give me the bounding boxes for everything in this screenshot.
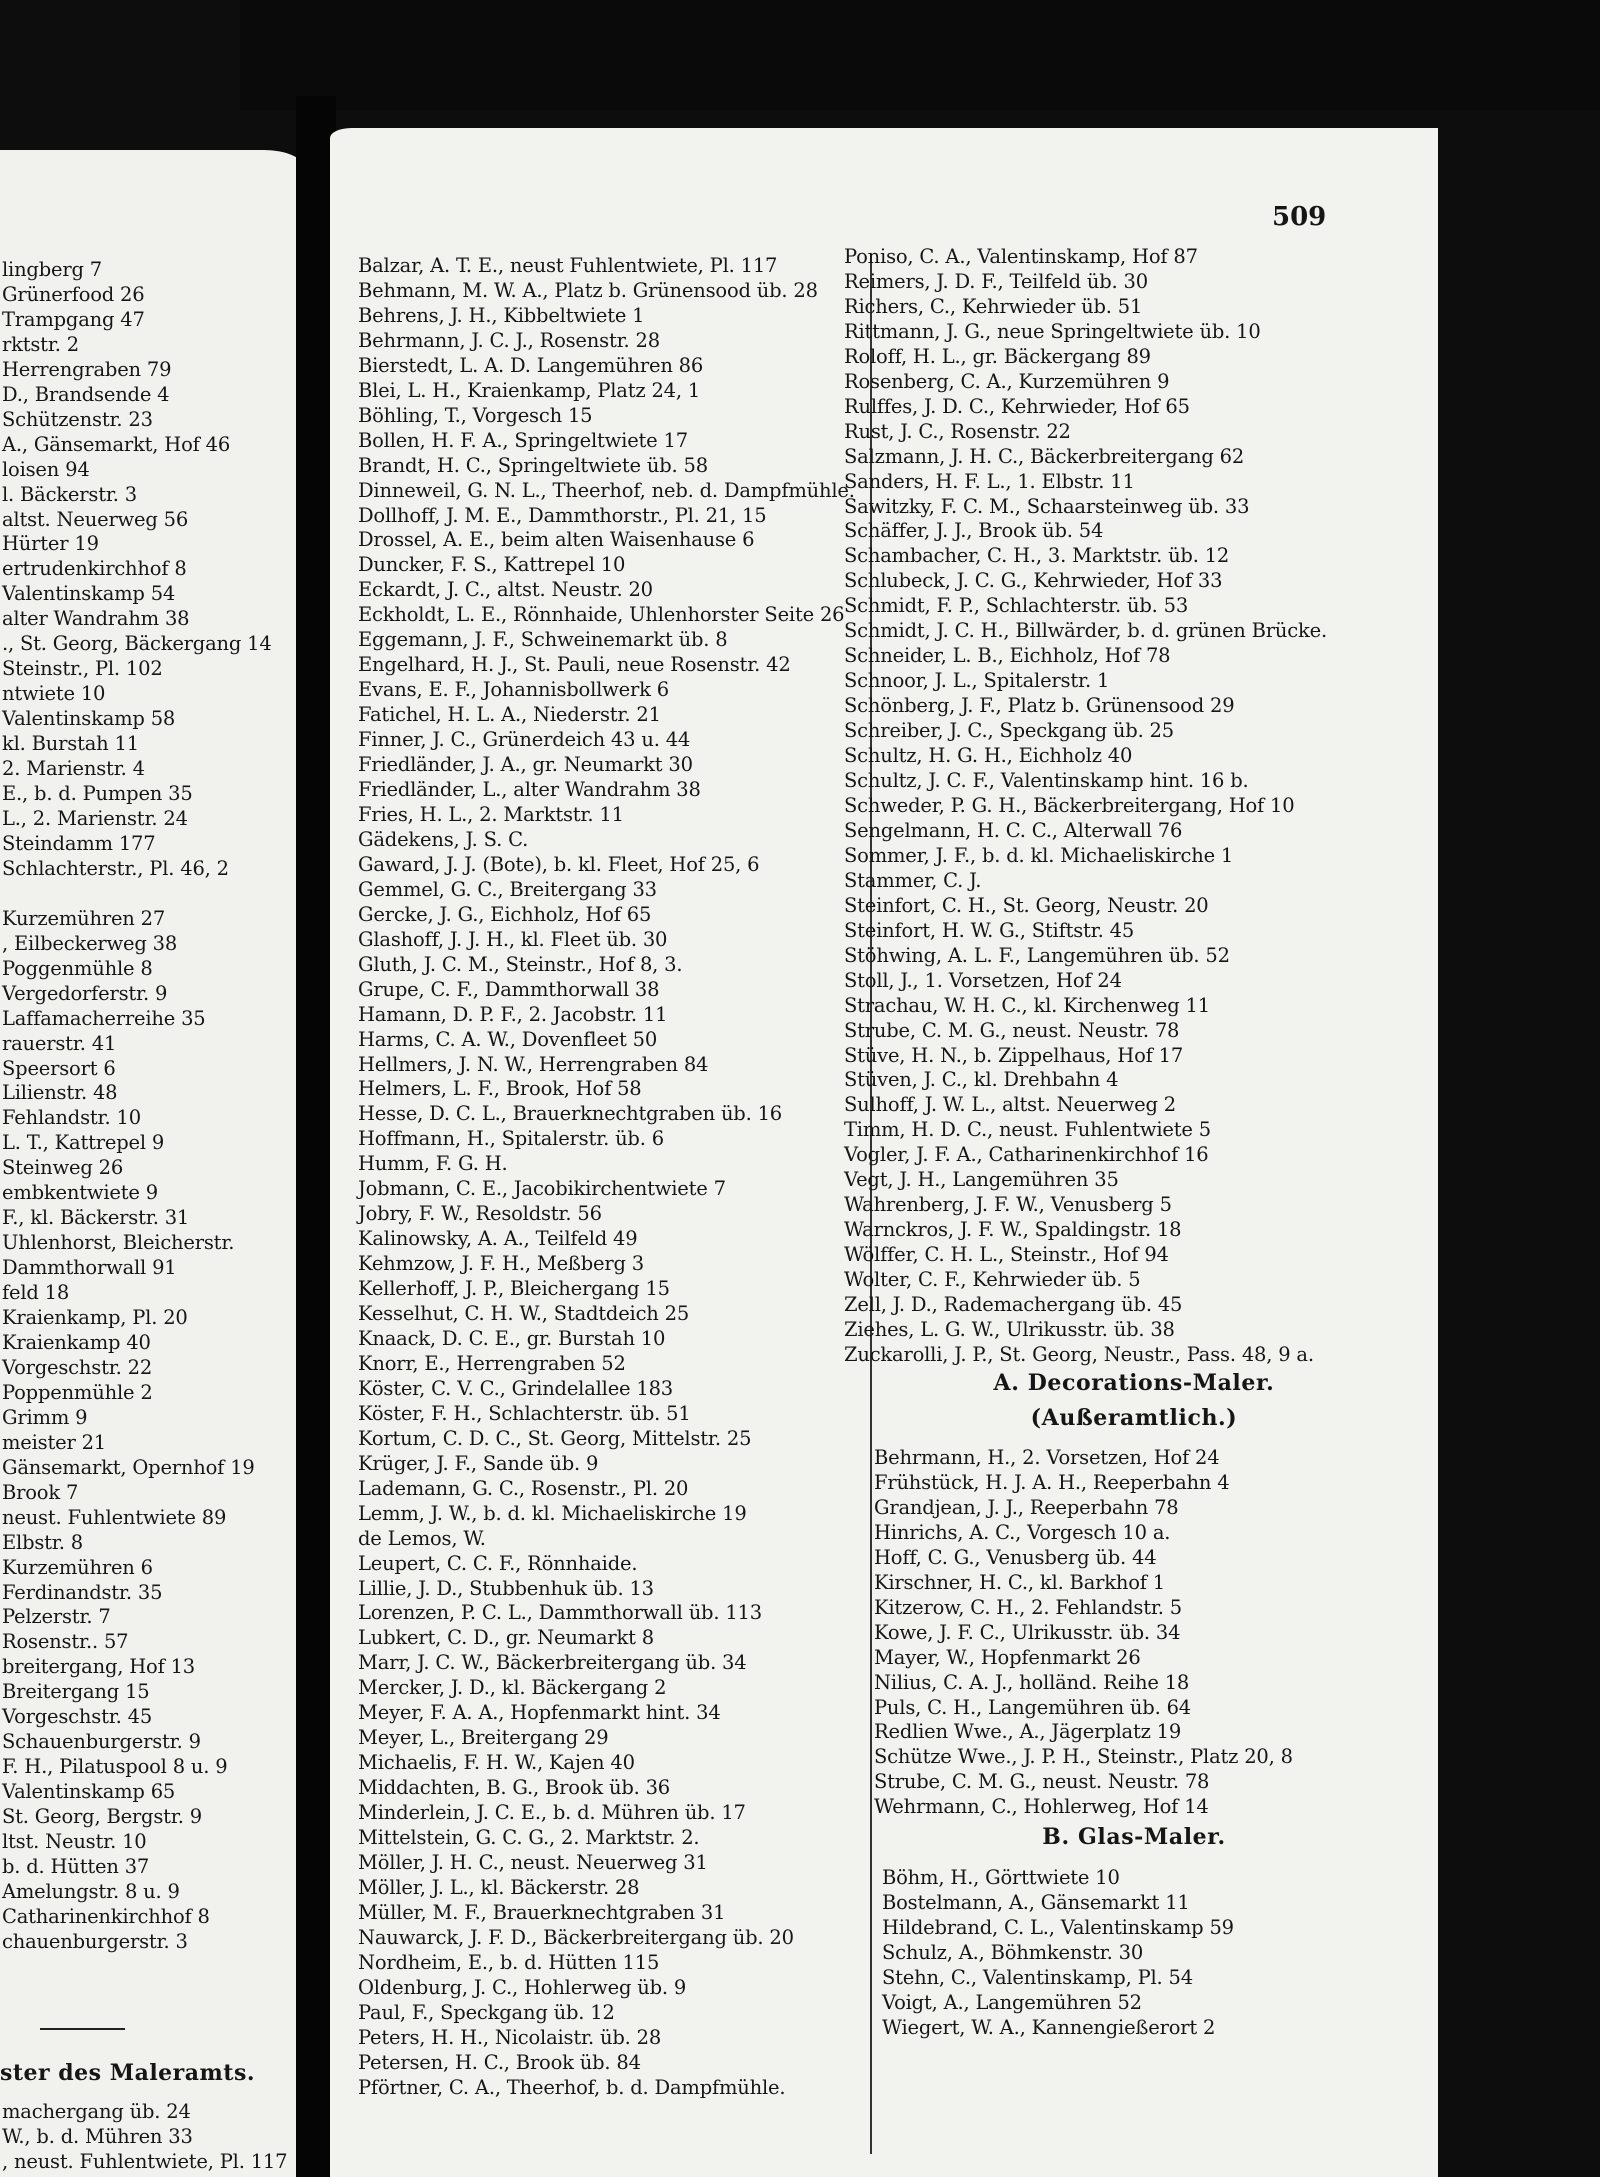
scan-background — [240, 0, 1600, 110]
directory-entry: Finner, J. C., Grünerdeich 43 u. 44 — [358, 728, 691, 752]
directory-entry: kl. Burstah 11 — [2, 732, 139, 756]
directory-entry: Jobry, F. W., Resoldstr. 56 — [358, 1202, 602, 1226]
directory-entry: Schweder, P. G. H., Bäckerbreitergang, Hof 10 — [844, 793, 1295, 817]
directory-entry: Köster, F. H., Schlachterstr. üb. 51 — [358, 1401, 691, 1425]
directory-entry: Sulhoff, J. W. L., altst. Neuerweg 2 — [844, 1093, 1176, 1117]
directory-entry: Mittelstein, G. C. G., 2. Marktstr. 2. — [358, 1826, 700, 1850]
directory-entry: Knorr, E., Herrengraben 52 — [358, 1351, 626, 1375]
directory-entry: Vorgeschstr. 22 — [2, 1355, 153, 1379]
directory-entry: Krüger, J. F., Sande üb. 9 — [358, 1451, 599, 1475]
directory-entry: Hildebrand, C. L., Valentinskamp 59 — [882, 1915, 1234, 1939]
directory-entry: alter Wandrahm 38 — [2, 607, 190, 631]
directory-entry: Middachten, B. G., Brook üb. 36 — [358, 1776, 671, 1800]
directory-entry: Vegt, J. H., Langemühren 35 — [844, 1168, 1119, 1192]
directory-entry: Herrengraben 79 — [2, 357, 172, 381]
directory-entry: F., kl. Bäckerstr. 31 — [2, 1206, 190, 1230]
directory-entry: Humm, F. G. H. — [358, 1152, 508, 1176]
directory-entry — [2, 882, 272, 907]
directory-entry: Steinweg 26 — [2, 1156, 124, 1180]
directory-entry: Gädekens, J. S. C. — [358, 827, 529, 851]
left-page-column-continued — [2, 2100, 287, 2175]
directory-entry: Sommer, J. F., b. d. kl. Michaeliskirche 1 — [844, 843, 1234, 867]
directory-entry: Wahrenberg, J. F. W., Venusberg 5 — [844, 1193, 1172, 1217]
directory-entry: altst. Neuerweg 56 — [2, 507, 189, 531]
directory-entry: Grupe, C. F., Dammthorwall 38 — [358, 977, 660, 1001]
directory-entry: Kitzerow, C. H., 2. Fehlandstr. 5 — [874, 1595, 1183, 1619]
directory-entry: Zell, J. D., Rademachergang üb. 45 — [844, 1293, 1183, 1317]
directory-entry: Duncker, F. S., Kattrepel 10 — [358, 553, 626, 577]
directory-entry: Steinfort, C. H., St. Georg, Neustr. 20 — [844, 893, 1209, 917]
directory-entry: Fatichel, H. L. A., Niederstr. 21 — [358, 703, 661, 727]
directory-entry: Glashoff, J. J. H., kl. Fleet üb. 30 — [358, 927, 668, 951]
directory-entry: Evans, E. F., Johannisbollwerk 6 — [358, 678, 669, 702]
directory-entry: Harms, C. A. W., Dovenfleet 50 — [358, 1027, 658, 1051]
directory-entry: Paul, F., Speckgang üb. 12 — [358, 2000, 615, 2024]
directory-entry: Stoll, J., 1. Vorsetzen, Hof 24 — [844, 968, 1122, 992]
directory-entry: Gaward, J. J. (Bote), b. kl. Fleet, Hof 25, 6 — [358, 852, 760, 876]
directory-entry: Bierstedt, L. A. D. Langemühren 86 — [358, 353, 704, 377]
directory-entry: Gercke, J. G., Eichholz, Hof 65 — [358, 902, 652, 926]
directory-entry: Kirschner, H. C., kl. Barkhof 1 — [874, 1570, 1165, 1594]
directory-entry: Kortum, C. D. C., St. Georg, Mittelstr. 25 — [358, 1426, 752, 1450]
directory-entry: de Lemos, W. — [358, 1526, 486, 1550]
directory-entry: Leupert, C. C. F., Rönnhaide. — [358, 1551, 638, 1575]
directory-entry: Lillie, J. D., Stubbenhuk üb. 13 — [358, 1576, 654, 1600]
directory-entry: Voigt, A., Langemühren 52 — [882, 1990, 1142, 2014]
section-b-list — [882, 1866, 1234, 2041]
section-divider-rule — [40, 2028, 125, 2030]
directory-entry: Schlubeck, J. C. G., Kehrwieder, Hof 33 — [844, 569, 1223, 593]
directory-entry: Kellerhoff, J. P., Bleichergang 15 — [358, 1277, 670, 1301]
directory-entry: Balzar, A. T. E., neust Fuhlentwiete, Pl. 117 — [358, 254, 778, 277]
directory-entry: Böhling, T., Vorgesch 15 — [358, 403, 593, 427]
directory-entry: Elbstr. 8 — [2, 1530, 83, 1554]
directory-entry: Stüven, J. C., kl. Drehbahn 4 — [844, 1068, 1119, 1092]
directory-entry: Sawitzky, F. C. M., Schaarsteinweg üb. 33 — [844, 494, 1250, 518]
directory-entry: Ferdinandstr. 35 — [2, 1580, 163, 1604]
directory-entry: Trampgang 47 — [2, 307, 145, 331]
directory-entry: Kesselhut, C. H. W., Stadtdeich 25 — [358, 1302, 690, 1326]
directory-entry: Warnckros, J. F. W., Spaldingstr. 18 — [844, 1218, 1182, 1242]
directory-entry: rauerstr. 41 — [2, 1031, 117, 1055]
directory-entry: ltst. Neustr. 10 — [2, 1830, 147, 1854]
directory-entry: A., Gänsemarkt, Hof 46 — [2, 432, 231, 456]
section-a-list — [874, 1446, 1293, 1820]
directory-entry: Fries, H. L., 2. Marktstr. 11 — [358, 802, 624, 826]
directory-entry: lingberg 7 — [2, 258, 102, 281]
directory-entry: Mayer, W., Hopfenmarkt 26 — [874, 1645, 1141, 1669]
directory-entry: Hoff, C. G., Venusberg üb. 44 — [874, 1545, 1157, 1569]
directory-entry: Kraienkamp 40 — [2, 1330, 151, 1354]
directory-entry: Redlien Wwe., A., Jägerplatz 19 — [874, 1720, 1182, 1744]
directory-entry: Schönberg, J. F., Platz b. Grünensood 29 — [844, 694, 1235, 718]
directory-entry: Gemmel, G. C., Breitergang 33 — [358, 877, 657, 901]
directory-entry: Lemm, J. W., b. d. kl. Michaeliskirche 19 — [358, 1501, 747, 1525]
directory-entry: Uhlenhorst, Bleicherstr. — [2, 1231, 235, 1255]
directory-entry: Schauenburgerstr. 9 — [2, 1730, 201, 1754]
directory-entry: Valentinskamp 54 — [2, 582, 176, 606]
directory-entry: Schneider, L. B., Eichholz, Hof 78 — [844, 644, 1171, 668]
directory-entry: Rosenstr.. 57 — [2, 1630, 129, 1654]
left-page-column — [2, 258, 272, 1955]
directory-entry: St. Georg, Bergstr. 9 — [2, 1805, 202, 1829]
directory-entry: , neust. Fuhlentwiete, Pl. 117 — [2, 2149, 288, 2173]
directory-entry: Vogler, J. F. A., Catharinenkirchhof 16 — [844, 1143, 1209, 1167]
directory-entry: Minderlein, J. C. E., b. d. Mühren üb. 17 — [358, 1801, 746, 1825]
directory-entry: , Eilbeckerweg 38 — [2, 931, 178, 955]
directory-entry: Wolter, C. F., Kehrwieder üb. 5 — [844, 1268, 1141, 1292]
directory-entry: Lorenzen, P. C. L., Dammthorwall üb. 113 — [358, 1601, 762, 1625]
directory-entry: Behrmann, H., 2. Vorsetzen, Hof 24 — [874, 1446, 1220, 1469]
directory-entry: W., b. d. Mühren 33 — [2, 2124, 193, 2148]
directory-entry: Gluth, J. C. M., Steinstr., Hof 8, 3. — [358, 952, 683, 976]
directory-entry: Roloff, H. L., gr. Bäckergang 89 — [844, 344, 1151, 368]
directory-entry: meister 21 — [2, 1430, 106, 1454]
directory-entry: Eggemann, J. F., Schweinemarkt üb. 8 — [358, 628, 728, 652]
directory-entry: breitergang, Hof 13 — [2, 1655, 195, 1679]
directory-entry: Hesse, D. C. L., Brauerknechtgraben üb. 16 — [358, 1102, 782, 1126]
section-b-title: B. Glas-Maler. — [1042, 1824, 1226, 1850]
directory-entry: Drossel, A. E., beim alten Waisenhause 6 — [358, 528, 755, 552]
directory-entry: Timm, H. D. C., neust. Fuhlentwiete 5 — [844, 1118, 1211, 1142]
directory-entry: Helmers, L. F., Brook, Hof 58 — [358, 1077, 642, 1101]
directory-entry: Kurzemühren 6 — [2, 1555, 153, 1579]
directory-entry: Friedländer, J. A., gr. Neumarkt 30 — [358, 753, 693, 777]
directory-entry: Poniso, C. A., Valentinskamp, Hof 87 — [844, 245, 1198, 268]
directory-entry: Sanders, H. F. L., 1. Elbstr. 11 — [844, 469, 1135, 493]
directory-entry: Friedländer, L., alter Wandrahm 38 — [358, 778, 701, 802]
directory-entry: Sengelmann, H. C. C., Alterwall 76 — [844, 818, 1183, 842]
directory-entry: 2. Marienstr. 4 — [2, 757, 145, 781]
directory-entry: l. Bäckerstr. 3 — [2, 482, 138, 506]
directory-entry: Schultz, J. C. F., Valentinskamp hint. 16 b. — [844, 769, 1249, 793]
directory-entry: L. T., Kattrepel 9 — [2, 1131, 165, 1155]
directory-entry: Kraienkamp, Pl. 20 — [2, 1306, 188, 1330]
directory-entry: Müller, M. F., Brauerknechtgraben 31 — [358, 1900, 726, 1924]
directory-entry: b. d. Hütten 37 — [2, 1855, 150, 1878]
directory-entry: Eckholdt, L. E., Rönnhaide, Uhlenhorster Seite 26 — [358, 603, 845, 627]
right-page — [330, 128, 1438, 2177]
directory-entry: Richers, C., Kehrwieder üb. 51 — [844, 294, 1143, 318]
directory-entry: Pelzerstr. 7 — [2, 1605, 111, 1629]
directory-entry: Rulffes, J. D. C., Kehrwieder, Hof 65 — [844, 394, 1190, 418]
directory-entry: ertrudenkirchhof 8 — [2, 557, 187, 581]
directory-entry: Jobmann, C. E., Jacobikirchentwiete 7 — [358, 1177, 726, 1201]
directory-entry: Schlachterstr., Pl. 46, 2 — [2, 856, 229, 880]
directory-entry: Schäffer, J. J., Brook üb. 54 — [844, 519, 1104, 543]
directory-entry: Meyer, F. A. A., Hopfenmarkt hint. 34 — [358, 1701, 721, 1725]
directory-entry: Schulz, A., Böhmkenstr. 30 — [882, 1940, 1144, 1964]
directory-entry: Eckardt, J. C., altst. Neustr. 20 — [358, 578, 653, 602]
directory-entry: Poppenmühle 2 — [2, 1380, 153, 1404]
directory-entry: Lubkert, C. D., gr. Neumarkt 8 — [358, 1626, 654, 1650]
directory-entry: L., 2. Marienstr. 24 — [2, 806, 188, 830]
directory-entry: Kehmzow, J. F. H., Meßberg 3 — [358, 1252, 644, 1276]
directory-entry: Behrmann, J. C. J., Rosenstr. 28 — [358, 328, 660, 352]
directory-entry: Köster, C. V. C., Grindelallee 183 — [358, 1376, 674, 1400]
directory-entry: Puls, C. H., Langemühren üb. 64 — [874, 1695, 1191, 1719]
directory-entry: Grandjean, J. J., Reeperbahn 78 — [874, 1495, 1179, 1519]
directory-entry: Stammer, C. J. — [844, 868, 982, 892]
directory-entry: Pförtner, C. A., Theerhof, b. d. Dampfmühle. — [358, 2075, 786, 2099]
entry-column-left — [358, 254, 855, 2101]
directory-entry: Lilienstr. 48 — [2, 1081, 118, 1105]
directory-entry: Hamann, D. P. F., 2. Jacobstr. 11 — [358, 1002, 668, 1026]
directory-entry: Strube, C. M. G., neust. Neustr. 78 — [874, 1770, 1210, 1794]
section-a-subtitle: (Außeramtlich.) — [1030, 1405, 1238, 1431]
directory-entry: Stüve, H. N., b. Zippelhaus, Hof 17 — [844, 1043, 1184, 1067]
directory-entry: Meyer, L., Breitergang 29 — [358, 1726, 609, 1750]
directory-entry: Grimm 9 — [2, 1405, 88, 1429]
directory-entry: Knaack, D. C. E., gr. Burstah 10 — [358, 1326, 666, 1350]
directory-entry: neust. Fuhlentwiete 89 — [2, 1505, 227, 1529]
directory-entry: Poggenmühle 8 — [2, 956, 153, 980]
directory-entry: Hellmers, J. N. W., Herrengraben 84 — [358, 1052, 709, 1076]
directory-entry: Behrens, J. H., Kibbeltwiete 1 — [358, 303, 645, 327]
left-page-heading: ster des Maleramts. — [0, 2060, 256, 2086]
section-a-title: A. Decorations-Maler. — [993, 1370, 1275, 1396]
directory-entry: Steinfort, H. W. G., Stiftstr. 45 — [844, 918, 1135, 942]
directory-entry: Schmidt, J. C. H., Billwärder, b. d. grünen Brücke. — [844, 619, 1327, 643]
directory-entry: Böhm, H., Görttwiete 10 — [882, 1866, 1120, 1889]
directory-entry: Strube, C. M. G., neust. Neustr. 78 — [844, 1018, 1180, 1042]
directory-entry: Ziehes, L. G. W., Ulrikusstr. üb. 38 — [844, 1317, 1175, 1341]
directory-entry: Wehrmann, C., Hohlerweg, Hof 14 — [874, 1795, 1209, 1819]
directory-entry: Schützenstr. 23 — [2, 407, 153, 431]
directory-entry: Schultz, H. G. H., Eichholz 40 — [844, 744, 1133, 768]
directory-entry: Zuckarolli, J. P., St. Georg, Neustr., Pass. 48, 9 a. — [844, 1342, 1314, 1366]
directory-entry: Möller, J. H. C., neust. Neuerweg 31 — [358, 1851, 708, 1874]
directory-entry: Kurzemühren 27 — [2, 906, 166, 930]
directory-entry: Rosenberg, C. A., Kurzemühren 9 — [844, 369, 1170, 393]
directory-entry: D., Brandsende 4 — [2, 382, 170, 406]
directory-entry: Stehn, C., Valentinskamp, Pl. 54 — [882, 1965, 1193, 1989]
directory-entry: Schütze Wwe., J. P. H., Steinstr., Platz 20, 8 — [874, 1745, 1293, 1769]
directory-entry: Vergedorferstr. 9 — [2, 981, 168, 1005]
directory-entry: Vorgeschstr. 45 — [2, 1705, 153, 1729]
directory-entry: Kalinowsky, A. A., Teilfeld 49 — [358, 1227, 638, 1251]
directory-entry: Petersen, H. C., Brook üb. 84 — [358, 2050, 641, 2074]
directory-entry: Gänsemarkt, Opernhof 19 — [2, 1455, 255, 1479]
directory-entry: Oldenburg, J. C., Hohlerweg üb. 9 — [358, 1975, 687, 1999]
directory-entry: ntwiete 10 — [2, 682, 106, 706]
directory-entry: Hoffmann, H., Spitalerstr. üb. 6 — [358, 1127, 664, 1151]
directory-entry: Schnoor, J. L., Spitalerstr. 1 — [844, 669, 1110, 693]
directory-entry: Behmann, M. W. A., Platz b. Grünensood üb. 28 — [358, 278, 818, 302]
directory-entry: Bostelmann, A., Gänsemarkt 11 — [882, 1890, 1190, 1914]
directory-entry: machergang üb. 24 — [2, 2100, 191, 2123]
directory-entry: Michaelis, F. H. W., Kajen 40 — [358, 1751, 635, 1775]
directory-entry: chauenburgerstr. 3 — [2, 1929, 188, 1953]
directory-entry: Steinstr., Pl. 102 — [2, 657, 163, 681]
left-page — [0, 150, 304, 2177]
directory-entry: Brook 7 — [2, 1480, 79, 1504]
directory-entry: Catharinenkirchhof 8 — [2, 1904, 210, 1928]
directory-entry: Wölffer, C. H. L., Steinstr., Hof 94 — [844, 1243, 1169, 1267]
directory-entry: Nordheim, E., b. d. Hütten 115 — [358, 1950, 660, 1974]
directory-entry: rktstr. 2 — [2, 332, 79, 356]
directory-entry: Peters, H. H., Nicolaistr. üb. 28 — [358, 2025, 662, 2049]
directory-entry: Rust, J. C., Rosenstr. 22 — [844, 419, 1071, 443]
directory-entry: Wiegert, W. A., Kannengießerort 2 — [882, 2015, 1216, 2039]
directory-entry: Valentinskamp 65 — [2, 1780, 176, 1804]
page-number: 509 — [1272, 202, 1327, 232]
directory-entry: Kowe, J. F. C., Ulrikusstr. üb. 34 — [874, 1620, 1181, 1644]
directory-entry: Schmidt, F. P., Schlachterstr. üb. 53 — [844, 594, 1189, 618]
directory-entry: E., b. d. Pumpen 35 — [2, 782, 193, 806]
directory-entry: Hürter 19 — [2, 532, 99, 556]
directory-entry: Salzmann, J. H. C., Bäckerbreitergang 62 — [844, 444, 1245, 468]
directory-entry: Speersort 6 — [2, 1056, 116, 1080]
directory-entry: ., St. Georg, Bäckergang 14 — [2, 632, 272, 656]
directory-entry: Schambacher, C. H., 3. Marktstr. üb. 12 — [844, 544, 1230, 568]
directory-entry: Reimers, J. D. F., Teilfeld üb. 30 — [844, 269, 1148, 293]
directory-entry: Marr, J. C. W., Bäckerbreitergang üb. 34 — [358, 1651, 747, 1675]
directory-entry: Steindamm 177 — [2, 831, 156, 855]
directory-entry: Stöhwing, A. L. F., Langemühren üb. 52 — [844, 943, 1230, 967]
directory-entry: feld 18 — [2, 1281, 70, 1305]
directory-entry: Lademann, G. C., Rosenstr., Pl. 20 — [358, 1476, 689, 1500]
directory-entry: Dollhoff, J. M. E., Dammthorstr., Pl. 21, 15 — [358, 503, 767, 527]
directory-entry: Engelhard, H. J., St. Pauli, neue Rosenstr. 42 — [358, 653, 791, 677]
directory-entry: Bollen, H. F. A., Springeltwiete 17 — [358, 428, 688, 452]
directory-entry: Dinneweil, G. N. L., Theerhof, neb. d. Dampfmühle. — [358, 478, 855, 502]
entry-column-right — [844, 245, 1327, 1368]
directory-entry: Mercker, J. D., kl. Bäckergang 2 — [358, 1676, 667, 1700]
directory-entry: Schreiber, J. C., Speckgang üb. 25 — [844, 719, 1174, 743]
directory-entry: Breitergang 15 — [2, 1680, 150, 1704]
directory-entry: Nilius, C. A. J., holländ. Reihe 18 — [874, 1670, 1190, 1694]
directory-entry: Valentinskamp 58 — [2, 707, 176, 731]
directory-entry: Grünerfood 26 — [2, 282, 145, 306]
directory-entry: loisen 94 — [2, 457, 90, 481]
directory-entry: Dammthorwall 91 — [2, 1256, 177, 1280]
directory-entry: Nauwarck, J. F. D., Bäckerbreitergang üb. 20 — [358, 1925, 794, 1949]
directory-entry: Blei, L. H., Kraienkamp, Platz 24, 1 — [358, 378, 701, 402]
directory-entry: Brandt, H. C., Springeltwiete üb. 58 — [358, 453, 708, 477]
directory-entry: embkentwiete 9 — [2, 1181, 158, 1205]
directory-entry: Strachau, W. H. C., kl. Kirchenweg 11 — [844, 993, 1210, 1017]
directory-entry: Hinrichs, A. C., Vorgesch 10 a. — [874, 1520, 1171, 1544]
directory-entry: Laffamacherreihe 35 — [2, 1006, 206, 1030]
directory-entry: Frühstück, H. J. A. H., Reeperbahn 4 — [874, 1470, 1230, 1494]
directory-entry: Amelungstr. 8 u. 9 — [2, 1879, 180, 1903]
directory-entry: F. H., Pilatuspool 8 u. 9 — [2, 1755, 228, 1779]
directory-entry: Möller, J. L., kl. Bäckerstr. 28 — [358, 1875, 640, 1899]
directory-entry: Fehlandstr. 10 — [2, 1106, 141, 1130]
directory-entry: Rittmann, J. G., neue Springeltwiete üb. 10 — [844, 319, 1261, 343]
